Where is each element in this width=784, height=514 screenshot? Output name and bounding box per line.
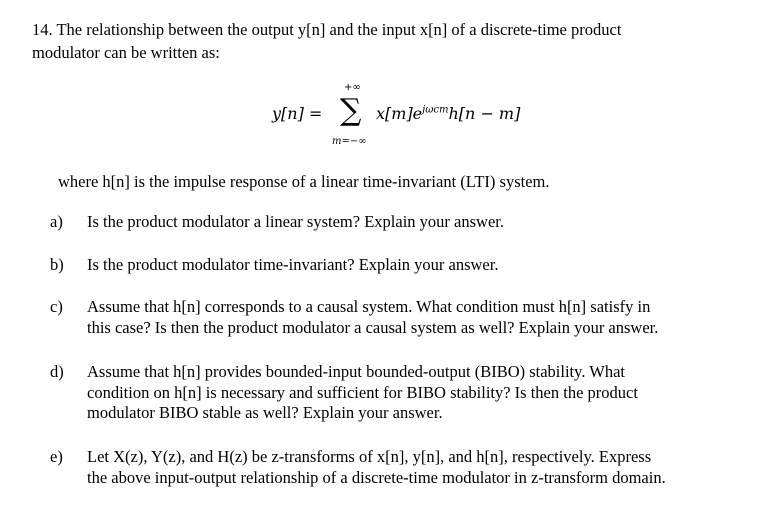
equation-rhs-base: x[m]e <box>376 104 423 123</box>
equation-rhs-exponent: jωcm <box>422 104 449 116</box>
item-marker: a) <box>50 212 63 231</box>
item-line: Is the product modulator a linear system? Explain your answer. <box>87 212 504 231</box>
item-marker: e) <box>50 447 63 466</box>
sum-upper-limit: +∞ <box>344 82 361 93</box>
item-line: this case? Is then the product modulator a causal system as well? Explain your answer. <box>87 318 659 337</box>
question-line-1: 14. The relationship between the output y[n] and the input x[n] of a discrete-time product <box>32 20 622 39</box>
item-marker: d) <box>50 362 64 381</box>
item-line: Let X(z), Y(z), and H(z) be z-transforms of x[n], y[n], and h[n], respectively. Express <box>87 447 652 466</box>
item-line: Is the product modulator time-invariant? Explain your answer. <box>87 255 499 274</box>
item-line: Assume that h[n] corresponds to a causal system. What condition must h[n] satisfy in <box>87 297 651 316</box>
item-marker: b) <box>50 255 64 274</box>
equation-lhs: y[n] = <box>272 104 323 123</box>
summation-symbol: ∑ <box>340 93 362 128</box>
where-line: where h[n] is the impulse response of a linear time-invariant (LTI) system. <box>58 172 550 191</box>
item-line: condition on h[n] is necessary and sufficient for BIBO stability? Is then the product <box>87 383 638 402</box>
item-line: the above input-output relationship of a discrete-time modulator in z-transform domain. <box>87 468 666 487</box>
equation-rhs <box>376 104 520 123</box>
item-line: modulator BIBO stable as well? Explain your answer. <box>87 403 443 422</box>
product-modulator-equation <box>272 82 572 152</box>
sum-lower-limit: m=−∞ <box>332 136 367 147</box>
question-line-2: modulator can be written as: <box>32 43 220 62</box>
item-line: Assume that h[n] provides bounded-input bounded-output (BIBO) stability. What <box>87 362 626 381</box>
equation-rhs-tail: h[n − m] <box>448 104 521 123</box>
item-marker: c) <box>50 297 63 316</box>
